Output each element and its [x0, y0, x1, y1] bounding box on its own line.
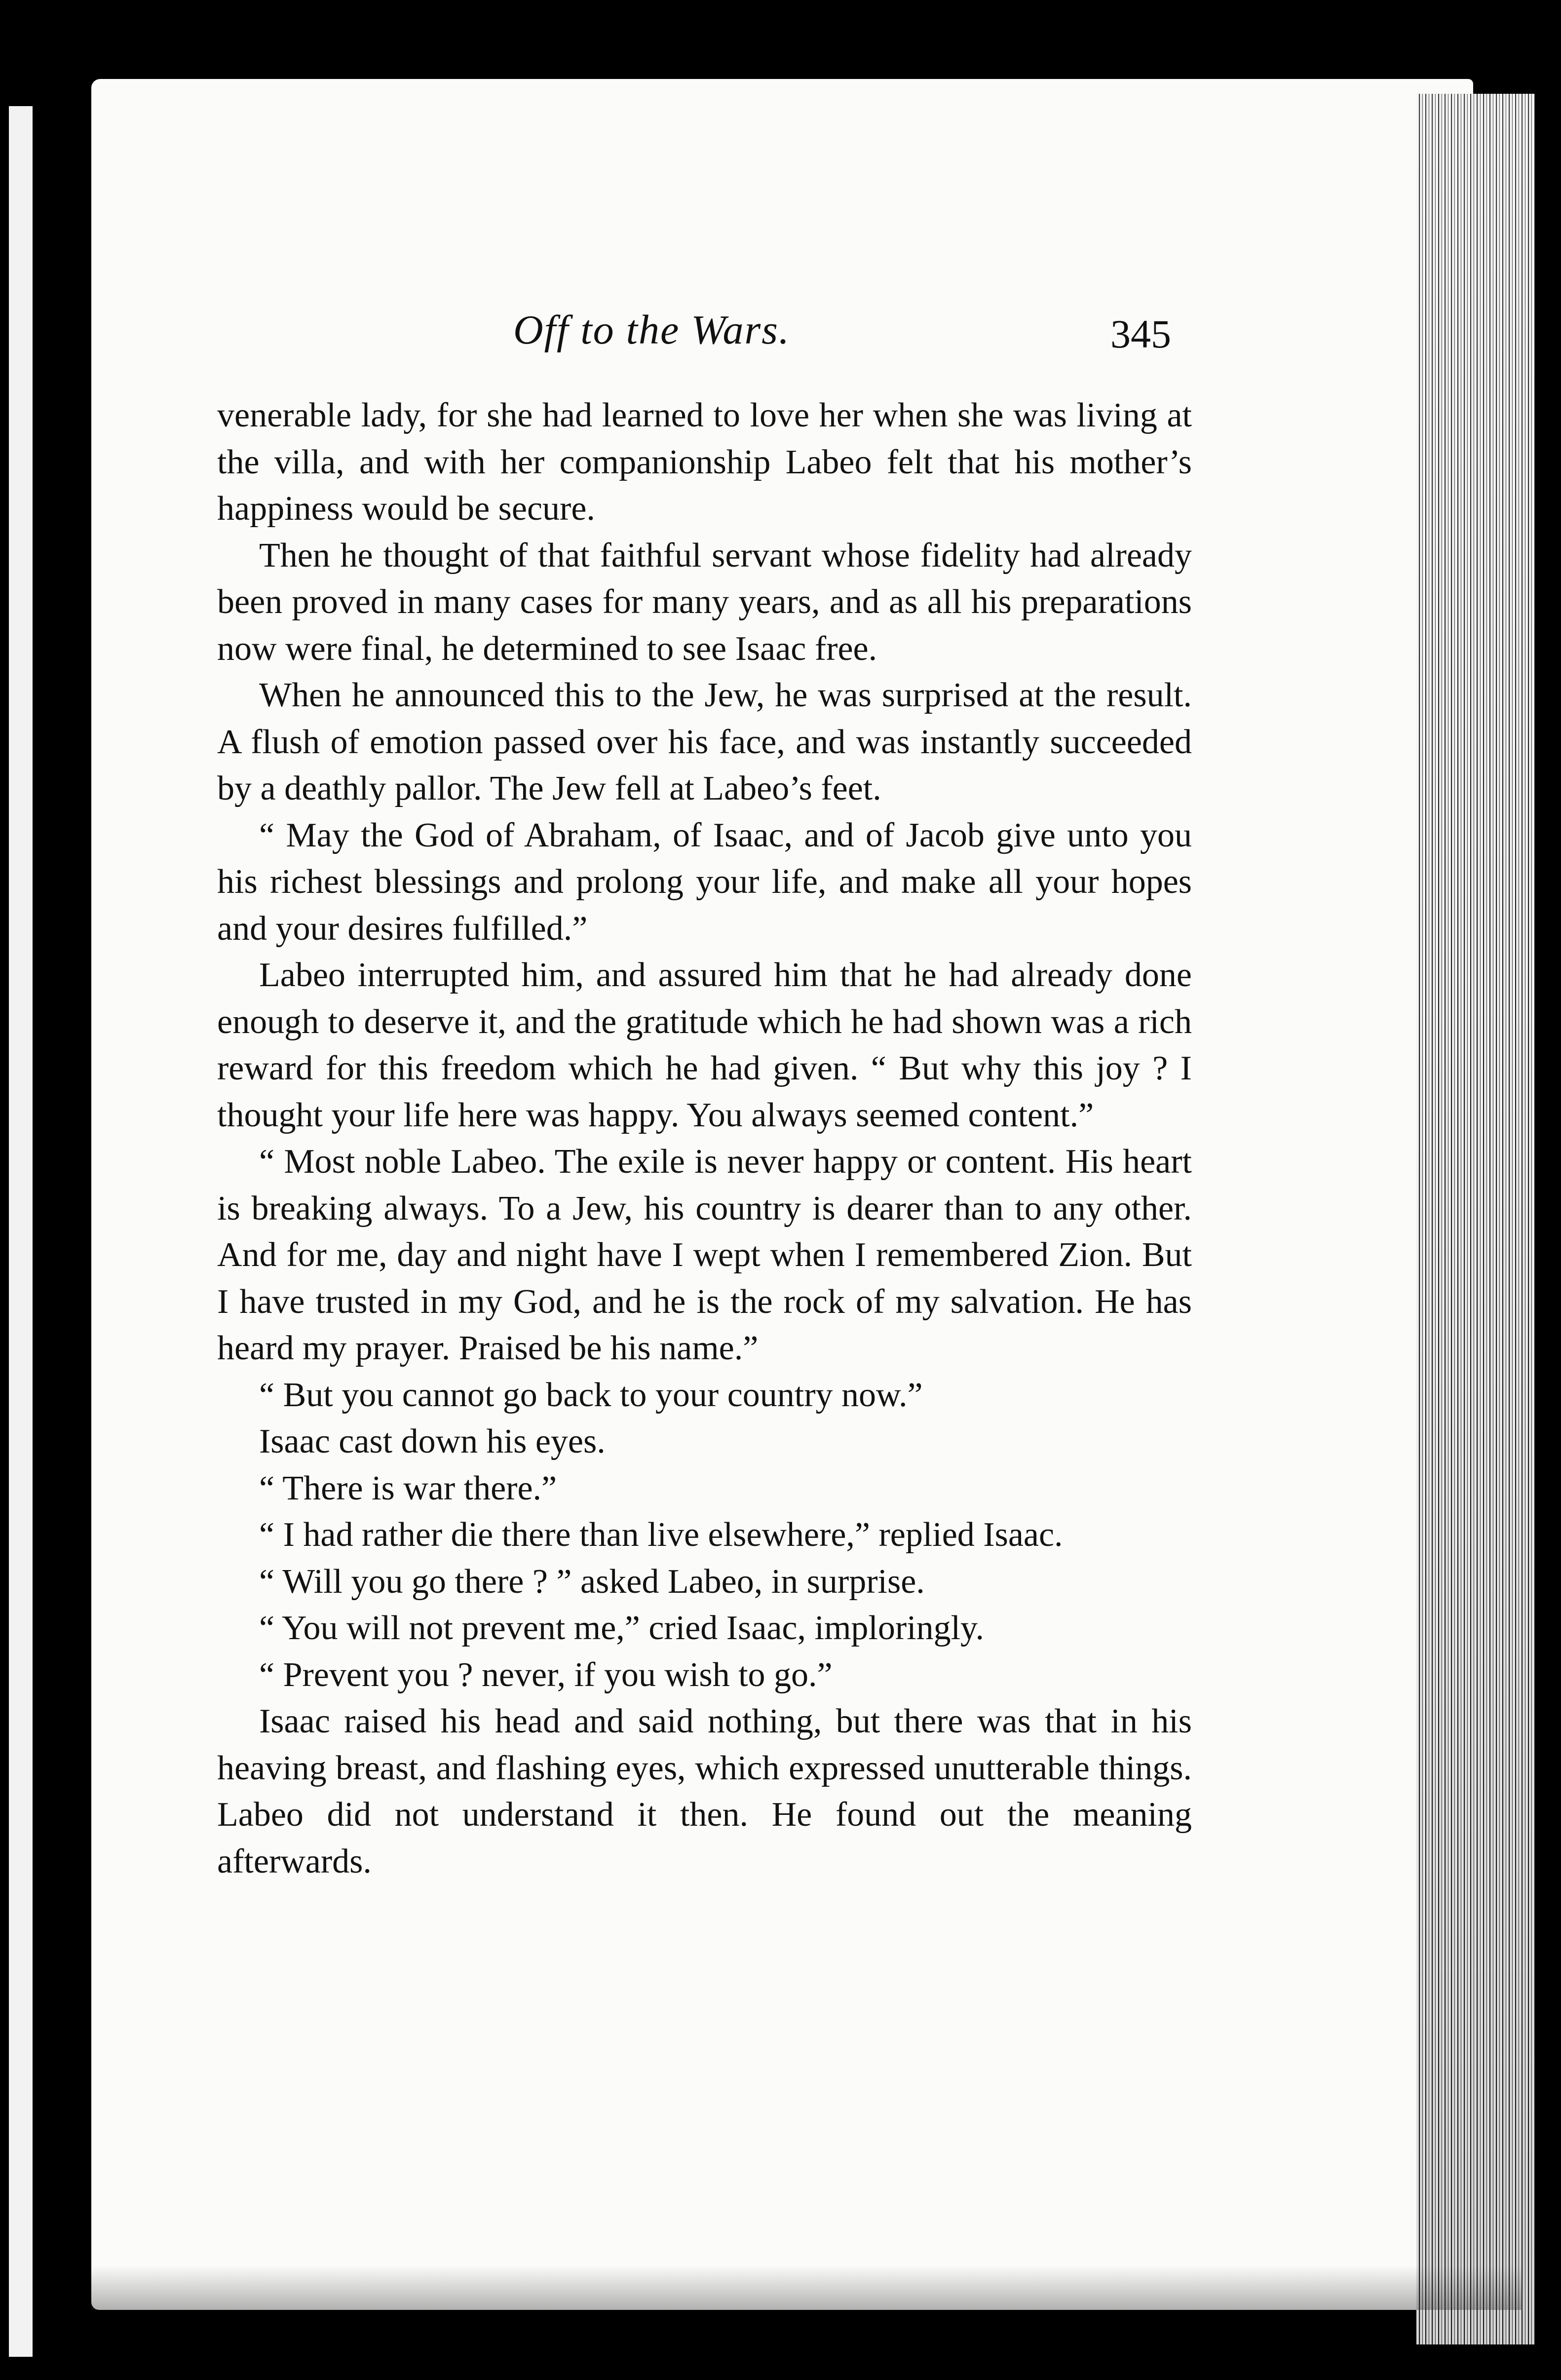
- paragraph: Labeo interrupted him, and assured him that he had already done enough to deserve it, and the gratitude which he had shown was a rich reward for this freedom which he had given. “ But why this joy ? I thought your life here was happy. You always seemed content.”: [217, 956, 1192, 1134]
- paragraph: “ There is war there.”: [259, 1469, 557, 1507]
- paragraph: venerable lady, for she had learned to love her when she was living at the villa, and with her companionship Labeo felt that his mother’s happiness would be secure.: [217, 396, 1192, 528]
- paragraph: “ You will not prevent me,” cried Isaac, imploringly.: [259, 1609, 985, 1647]
- page-fore-edge-shading: [1416, 94, 1535, 2344]
- paragraph: Isaac raised his head and said nothing, but there was that in his heaving breast, and flashing eyes, which expressed unutterable things. Labeo did not understand it then. He found out the meaning afterwards.: [217, 1702, 1192, 1881]
- paragraph: “ May the God of Abraham, of Isaac, and of Jacob give unto you his richest blessings and prolong your life, and make all your hopes and your desires fulfilled.”: [217, 816, 1192, 948]
- paragraph: Then he thought of that faithful servant whose fidelity had already been proved in many cases for many years, and as all his preparations now were final, he determined to see Isaac free.: [217, 536, 1192, 668]
- paragraph: When he announced this to the Jew, he was surprised at the result. A flush of emotion passed over his face, and was instantly succeeded by a deathly pallor. The Jew fell at Labeo’s feet.: [217, 676, 1192, 807]
- paragraph: Isaac cast down his eyes.: [259, 1422, 606, 1460]
- paragraph: “ I had rather die there than live elsewhere,” replied Isaac.: [259, 1516, 1063, 1554]
- body-text: [217, 392, 1192, 1885]
- page-bottom-edge: [91, 2265, 1523, 2310]
- page-number: 345: [1110, 311, 1171, 356]
- paragraph: “ Will you go there ? ” asked Labeo, in surprise.: [259, 1562, 925, 1601]
- paragraph: “ Prevent you ? never, if you wish to go.”: [259, 1655, 833, 1694]
- paragraph: “ Most noble Labeo. The exile is never happy or content. His heart is breaking always. To a Jew, his country is dearer than to any other. And for me, day and night have I wept when I remembered Zion. But I have trusted in my God, and he is the rock of my salvation. He has heard my prayer. Praised be his name.”: [217, 1143, 1192, 1367]
- running-head: Off to the Wars.: [513, 307, 790, 353]
- page-header: [217, 296, 1204, 365]
- previous-page-edge: [9, 106, 33, 2357]
- paragraph: “ But you cannot go back to your country now.”: [259, 1376, 923, 1414]
